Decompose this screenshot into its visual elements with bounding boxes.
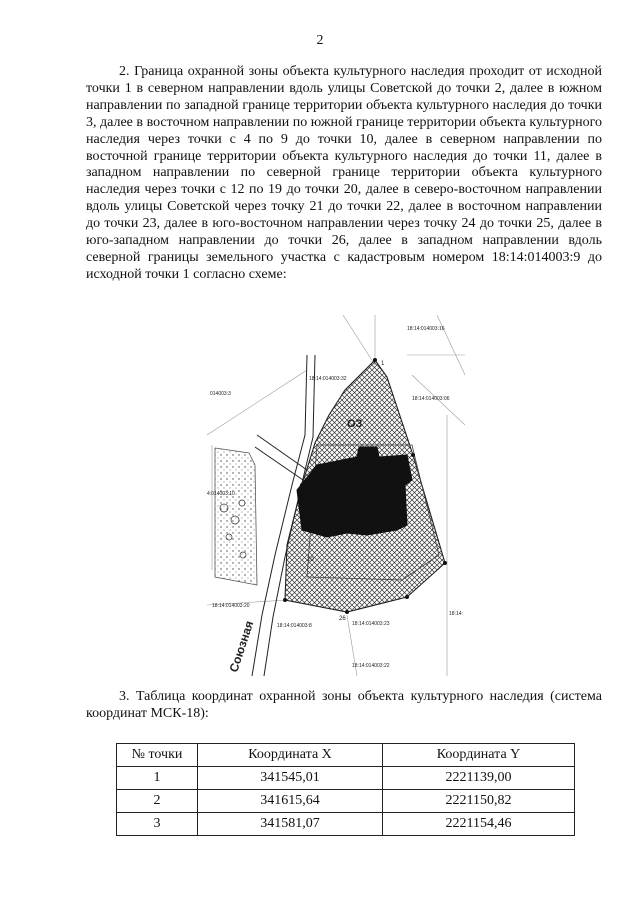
table-header-row [117, 744, 575, 767]
parcel-label-bottom-center: 18:14:014003:23 [352, 621, 390, 627]
page-number: 2 [316, 33, 324, 48]
header-coordinate-x: Координата X [198, 744, 383, 767]
table-row [117, 767, 575, 790]
point-label-26: 26 [339, 616, 346, 622]
section-3-text: 3. Таблица координат охранной зоны объекта культурного наследия (система координат МСК-18): [86, 689, 602, 721]
vegetation-area [215, 448, 257, 585]
section-2-text: 2. Граница охранной зоны объекта культурного наследия проходит от исходной точки 1 в северном направлении вдоль улицы Советской до точки 2, далее в южном направлении по западной границе территории объекта культурного наследия до точки 3, далее в восточном направлении по южной границе территории объекта культурного наследия через точки с 4 по 9 до точки 10, далее в северном направлении по восточной границе территории объекта культурного наследия до точки 11, далее в западном направлении по северной границе территории объекта культурного наследия через точки с 12 по 19 до точки 20, далее в северо-восточном направлении вдоль улицы Советской через точку 21 до точки 22, далее в восточном направлении до точки 23, далее в юго-восточном направлении через точку 24 до точки 25, далее в юго-западном направлении до точки 26, далее в западном направлении вдоль северной границы земельного участка с кадастровым номером 18:14:014003:9 до исходной точки 1 согласно схеме: [86, 64, 602, 282]
section-2-paragraph [86, 64, 602, 284]
header-point-number: № точки [117, 744, 198, 767]
coordinates-table [116, 743, 575, 836]
cell-point: 3 [117, 813, 198, 836]
cell-x: 341615,64 [198, 790, 383, 813]
cell-x: 341545,01 [198, 767, 383, 790]
parcel-label-bottom: 18:14:014003:22 [352, 663, 390, 669]
cell-point: 2 [117, 790, 198, 813]
parcel-label-left: 014003:3 [210, 391, 231, 397]
section-3-paragraph [86, 689, 602, 723]
parcel-label-right-upper: 18:14:014003:06 [412, 396, 450, 402]
cell-y: 2221139,00 [383, 767, 575, 790]
zone-label: ОЗ [347, 418, 363, 430]
table-row [117, 790, 575, 813]
header-coordinate-y: Координата Y [383, 744, 575, 767]
point-label-20: 20 [307, 557, 314, 563]
point-label-1: 1 [381, 361, 385, 367]
parcel-label-left-mid: 4:014003:10 [207, 491, 235, 497]
table-row [117, 813, 575, 836]
parcel-label-far-right: 18:14: [449, 611, 463, 617]
parcel-label-top-right: 18:14:014003:16 [407, 326, 445, 332]
street-label: Союзная [226, 619, 257, 674]
parcel-label-bottom-center-left: 18:14:014003:8 [277, 623, 312, 629]
parcel-label-upper-center: 18:14:014003:32 [309, 376, 347, 382]
parcel-label-bottom-left: 18:14:014003:20 [212, 603, 250, 609]
cell-y: 2221150,82 [383, 790, 575, 813]
cell-point: 1 [117, 767, 198, 790]
cell-x: 341581,07 [198, 813, 383, 836]
boundary-scheme-map [207, 315, 465, 676]
cell-y: 2221154,46 [383, 813, 575, 836]
scheme-svg [207, 315, 465, 676]
